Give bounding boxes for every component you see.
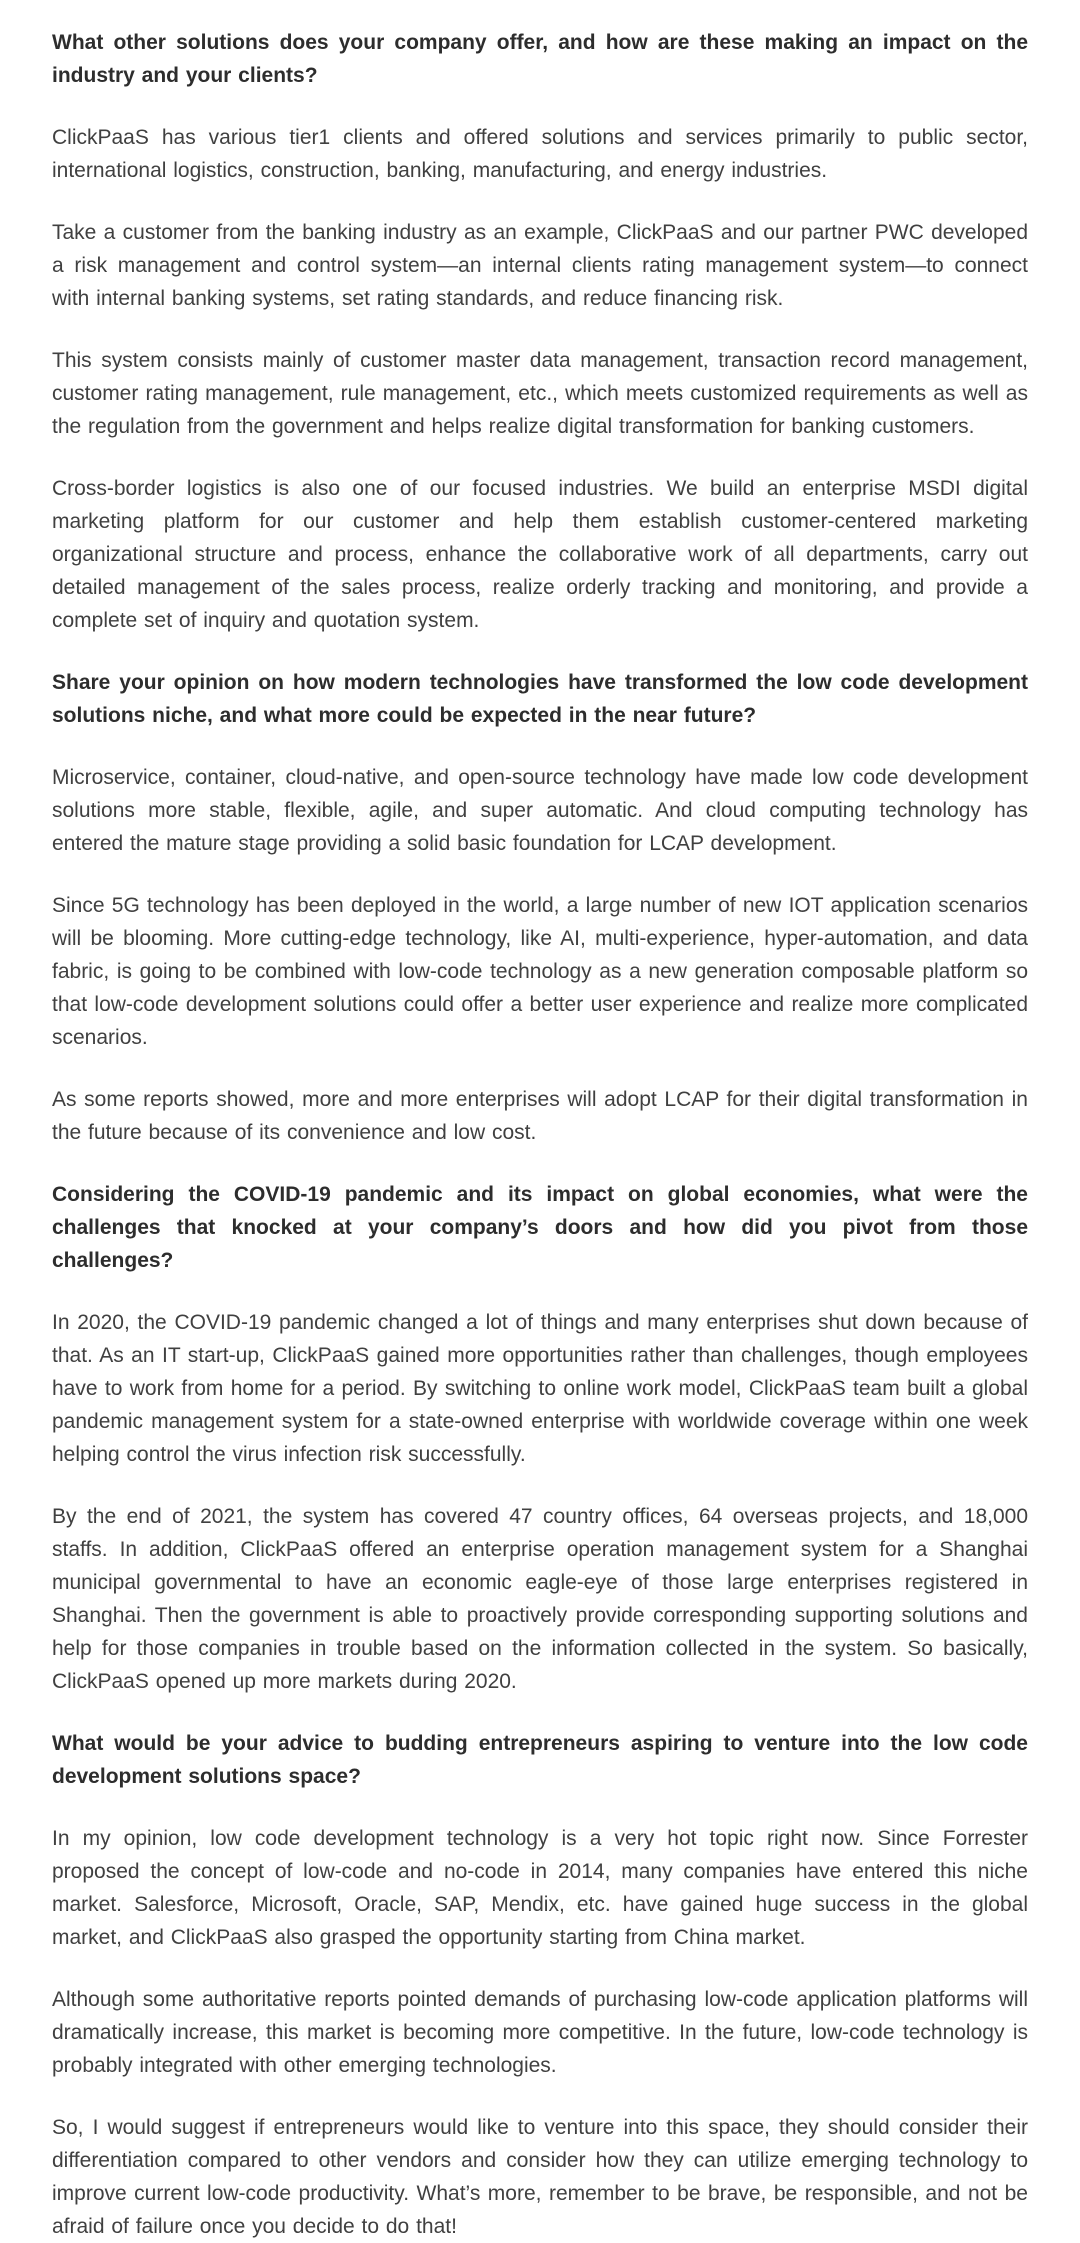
answer-paragraph: As some reports showed, more and more enterprises will adopt LCAP for their digital transformation in the future because of its convenience and low cost.	[52, 1088, 1028, 1144]
answer-paragraph: Although some authoritative reports pointed demands of purchasing low-code application platforms will dramatically increase, this market is becoming more competitive. In the future, low-code technology is probably integrated with other emerging technologies.	[52, 1988, 1028, 2077]
answer-paragraph: By the end of 2021, the system has covered 47 country offices, 64 overseas projects, and 18,000 staffs. In addition, ClickPaaS offered an enterprise operation management system for a Shanghai municipal governmental to have an economic eagle-eye of those large enterprises registered in Shanghai. Then the government is able to proactively provide corresponding supporting solutions and help for those companies in trouble based on the information collected in the system. So basically, ClickPaaS opened up more markets during 2020.	[52, 1505, 1028, 1693]
answer-paragraph: ClickPaaS has various tier1 clients and offered solutions and services primarily to public sector, international logistics, construction, banking, manufacturing, and energy industries.	[52, 126, 1028, 182]
answer-paragraph: This system consists mainly of customer master data management, transaction record management, customer rating management, rule management, etc., which meets customized requirements as well as the regulation from the government and helps realize digital transformation for banking customers.	[52, 349, 1028, 438]
answer-paragraph: Cross-border logistics is also one of our focused industries. We build an enterprise MSDI digital marketing platform for our customer and help them establish customer-centered marketing organizational structure and process, enhance the collaborative work of all departments, carry out detailed management of the sales process, realize orderly tracking and monitoring, and provide a complete set of inquiry and quotation system.	[52, 477, 1028, 632]
answer-paragraph: So, I would suggest if entrepreneurs would like to venture into this space, they should consider their differentiation compared to other vendors and consider how they can utilize emerging technology to improve current low-code productivity. What’s more, remember to be brave, be responsible, and not be afraid of failure once you decide to do that!	[52, 2116, 1028, 2238]
answer-paragraph: Microservice, container, cloud-native, and open-source technology have made low code development solutions more stable, flexible, agile, and super automatic. And cloud computing technology has entered the mature stage providing a solid basic foundation for LCAP development.	[52, 766, 1028, 855]
question-heading: What would be your advice to budding entrepreneurs aspiring to venture into the low code development solutions space?	[52, 1732, 1028, 1788]
question-heading: What other solutions does your company offer, and how are these making an impact on the industry and your clients?	[52, 31, 1028, 87]
question-heading: Share your opinion on how modern technologies have transformed the low code development solutions niche, and what more could be expected in the near future?	[52, 671, 1028, 727]
answer-paragraph: Take a customer from the banking industry as an example, ClickPaaS and our partner PWC developed a risk management and control system—an internal clients rating management system—to connect with internal banking systems, set rating standards, and reduce financing risk.	[52, 221, 1028, 310]
article-blocks	[52, 26, 1028, 2243]
answer-paragraph: Since 5G technology has been deployed in the world, a large number of new IOT application scenarios will be blooming. More cutting-edge technology, like AI, multi-experience, hyper-automation, and data fabric, is going to be combined with low-code technology as a new generation composable platform so that low-code development solutions could offer a better user experience and realize more complicated scenarios.	[52, 894, 1028, 1049]
answer-paragraph: In my opinion, low code development technology is a very hot topic right now. Since Forrester proposed the concept of low-code and no-code in 2014, many companies have entered this niche market. Salesforce, Microsoft, Oracle, SAP, Mendix, etc. have gained huge success in the global market, and ClickPaaS also grasped the opportunity starting from China market.	[52, 1827, 1028, 1949]
question-heading: Considering the COVID-19 pandemic and its impact on global economies, what were the challenges that knocked at your company’s doors and how did you pivot from those challenges?	[52, 1183, 1028, 1272]
answer-paragraph: In 2020, the COVID-19 pandemic changed a lot of things and many enterprises shut down because of that. As an IT start-up, ClickPaaS gained more opportunities rather than challenges, though employees have to work from home for a period. By switching to online work model, ClickPaaS team built a global pandemic management system for a state-owned enterprise with worldwide coverage within one week helping control the virus infection risk successfully.	[52, 1311, 1028, 1466]
